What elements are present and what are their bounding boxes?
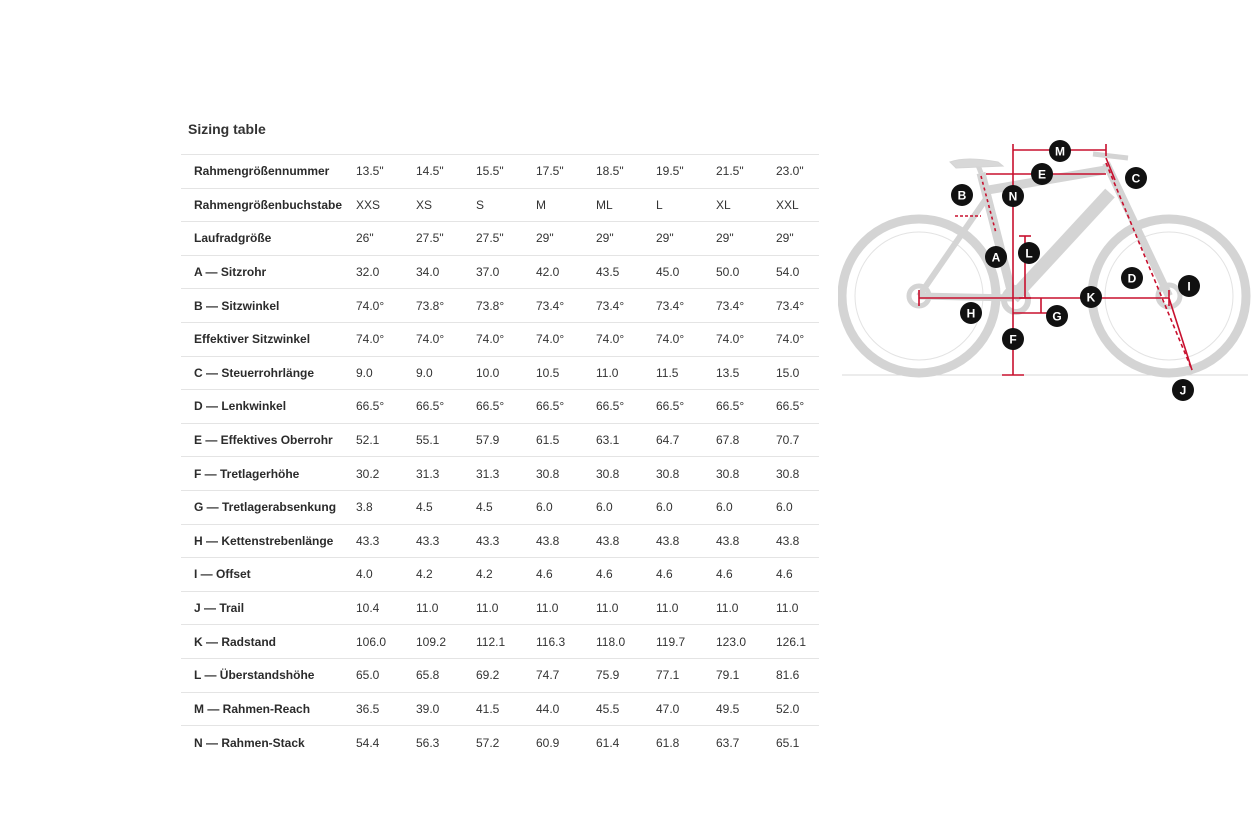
bike-geometry-diagram: [838, 138, 1252, 406]
table-cell: 15.5": [476, 155, 536, 189]
svg-text:I: I: [1187, 279, 1191, 294]
table-cell: 34.0: [416, 255, 476, 289]
table-cell: 73.4°: [716, 289, 776, 323]
table-cell: 4.2: [476, 558, 536, 592]
table-cell: 109.2: [416, 625, 476, 659]
table-cell: 66.5°: [596, 390, 656, 424]
table-cell: 66.5°: [716, 390, 776, 424]
row-label: N — Rahmen-Stack: [181, 726, 356, 760]
table-row: [181, 356, 819, 390]
svg-text:C: C: [1131, 171, 1141, 186]
marker-a: [985, 246, 1007, 268]
table-cell: 44.0: [536, 692, 596, 726]
table-row: [181, 524, 819, 558]
table-cell: 64.7: [656, 423, 716, 457]
table-cell: 73.4°: [536, 289, 596, 323]
marker-m: [1049, 140, 1071, 162]
table-cell: 39.0: [416, 692, 476, 726]
table-cell: 43.8: [536, 524, 596, 558]
table-cell: 56.3: [416, 726, 476, 760]
table-cell: 29": [716, 222, 776, 256]
table-cell: 60.9: [536, 726, 596, 760]
table-cell: 30.8: [716, 457, 776, 491]
table-row: [181, 188, 819, 222]
table-cell: 79.1: [716, 658, 776, 692]
row-label: J — Trail: [181, 591, 356, 625]
svg-text:B: B: [957, 188, 967, 203]
table-cell: 27.5": [476, 222, 536, 256]
table-cell: 123.0: [716, 625, 776, 659]
table-row: [181, 289, 819, 323]
table-cell: 43.3: [476, 524, 536, 558]
table-row: [181, 490, 819, 524]
table-cell: 66.5°: [776, 390, 819, 424]
table-cell: 73.4°: [596, 289, 656, 323]
table-cell: 43.8: [716, 524, 776, 558]
table-cell: 74.0°: [356, 322, 416, 356]
table-cell: 43.8: [656, 524, 716, 558]
table-cell: 11.0: [716, 591, 776, 625]
table-cell: XXL: [776, 188, 819, 222]
table-cell: 31.3: [416, 457, 476, 491]
table-cell: 4.5: [476, 490, 536, 524]
table-cell: 29": [536, 222, 596, 256]
marker-i: [1178, 275, 1200, 297]
table-cell: 119.7: [656, 625, 716, 659]
table-cell: 30.8: [776, 457, 819, 491]
table-cell: 74.0°: [476, 322, 536, 356]
table-cell: 116.3: [536, 625, 596, 659]
row-label: K — Radstand: [181, 625, 356, 659]
table-cell: 6.0: [776, 490, 819, 524]
table-row: [181, 390, 819, 424]
table-cell: 74.0°: [716, 322, 776, 356]
table-cell: 11.0: [416, 591, 476, 625]
table-cell: 45.5: [596, 692, 656, 726]
table-cell: 4.6: [716, 558, 776, 592]
table-cell: 6.0: [596, 490, 656, 524]
table-cell: 118.0: [596, 625, 656, 659]
table-cell: 29": [656, 222, 716, 256]
table-cell: 4.0: [356, 558, 416, 592]
table-cell: 73.4°: [656, 289, 716, 323]
row-label: H — Kettenstrebenlänge: [181, 524, 356, 558]
table-cell: 36.5: [356, 692, 416, 726]
table-cell: 47.0: [656, 692, 716, 726]
table-cell: 3.8: [356, 490, 416, 524]
bike-silhouette: [842, 154, 1248, 375]
table-cell: 19.5": [656, 155, 716, 189]
table-cell: 43.3: [416, 524, 476, 558]
svg-text:E: E: [1037, 167, 1047, 182]
svg-text:N: N: [1008, 189, 1018, 204]
table-cell: 112.1: [476, 625, 536, 659]
table-cell: 74.0°: [596, 322, 656, 356]
table-row: [181, 155, 819, 189]
table-cell: 63.7: [716, 726, 776, 760]
table-cell: 66.5°: [476, 390, 536, 424]
table-cell: 69.2: [476, 658, 536, 692]
svg-text:A: A: [991, 250, 1001, 265]
table-row: [181, 726, 819, 760]
marker-n: [1002, 185, 1024, 207]
svg-text:D: D: [1127, 271, 1137, 286]
table-cell: 43.3: [356, 524, 416, 558]
table-cell: 4.6: [536, 558, 596, 592]
marker-e: [1031, 163, 1053, 185]
marker-f: [1002, 328, 1024, 350]
table-cell: 66.5°: [356, 390, 416, 424]
table-cell: 61.8: [656, 726, 716, 760]
table-cell: 54.4: [356, 726, 416, 760]
table-cell: 21.5": [716, 155, 776, 189]
svg-text:J: J: [1179, 383, 1187, 398]
table-cell: 32.0: [356, 255, 416, 289]
table-cell: 77.1: [656, 658, 716, 692]
table-cell: 30.8: [536, 457, 596, 491]
table-cell: L: [656, 188, 716, 222]
marker-h: [960, 302, 982, 324]
table-cell: 14.5": [416, 155, 476, 189]
svg-text:F: F: [1009, 332, 1017, 347]
table-cell: 13.5": [356, 155, 416, 189]
row-label: A — Sitzrohr: [181, 255, 356, 289]
table-cell: 106.0: [356, 625, 416, 659]
table-cell: 30.8: [596, 457, 656, 491]
svg-text:G: G: [1052, 309, 1062, 324]
table-row: [181, 658, 819, 692]
table-cell: 74.0°: [776, 322, 819, 356]
table-cell: 9.0: [416, 356, 476, 390]
table-cell: 13.5: [716, 356, 776, 390]
table-cell: 6.0: [656, 490, 716, 524]
row-label: Rahmengrößenbuchstabe: [181, 188, 356, 222]
table-cell: 43.8: [596, 524, 656, 558]
table-row: [181, 591, 819, 625]
row-label: G — Tretlagerabsenkung: [181, 490, 356, 524]
row-label: Rahmengrößennummer: [181, 155, 356, 189]
svg-text:H: H: [966, 306, 976, 321]
table-cell: XL: [716, 188, 776, 222]
table-cell: 31.3: [476, 457, 536, 491]
table-cell: 41.5: [476, 692, 536, 726]
table-cell: 9.0: [356, 356, 416, 390]
table-row: [181, 423, 819, 457]
table-cell: S: [476, 188, 536, 222]
table-cell: 4.6: [656, 558, 716, 592]
table-cell: 52.0: [776, 692, 819, 726]
table-cell: 11.0: [776, 591, 819, 625]
table-cell: 74.0°: [356, 289, 416, 323]
table-cell: 10.4: [356, 591, 416, 625]
table-row: [181, 255, 819, 289]
table-cell: 66.5°: [656, 390, 716, 424]
marker-j: [1172, 379, 1194, 401]
table-cell: 55.1: [416, 423, 476, 457]
table-cell: 4.2: [416, 558, 476, 592]
table-cell: 65.0: [356, 658, 416, 692]
marker-l: [1018, 242, 1040, 264]
row-label: I — Offset: [181, 558, 356, 592]
table-cell: 61.5: [536, 423, 596, 457]
marker-d: [1121, 267, 1143, 289]
table-cell: 43.8: [776, 524, 819, 558]
row-label: Laufradgröße: [181, 222, 356, 256]
row-label: M — Rahmen-Reach: [181, 692, 356, 726]
table-row: [181, 222, 819, 256]
table-cell: 45.0: [656, 255, 716, 289]
table-cell: 74.7: [536, 658, 596, 692]
table-cell: M: [536, 188, 596, 222]
table-cell: 74.0°: [416, 322, 476, 356]
table-cell: 73.8°: [476, 289, 536, 323]
table-cell: 70.7: [776, 423, 819, 457]
table-cell: 29": [596, 222, 656, 256]
table-cell: 17.5": [536, 155, 596, 189]
page-title: Sizing table: [188, 121, 266, 137]
row-label: C — Steuerrohrlänge: [181, 356, 356, 390]
table-cell: 74.0°: [656, 322, 716, 356]
marker-g: [1046, 305, 1068, 327]
table-cell: 30.8: [656, 457, 716, 491]
svg-text:L: L: [1025, 246, 1033, 261]
table-cell: 11.0: [476, 591, 536, 625]
table-cell: 6.0: [536, 490, 596, 524]
table-cell: 11.0: [596, 356, 656, 390]
table-cell: 43.5: [596, 255, 656, 289]
table-row: [181, 692, 819, 726]
table-cell: 11.5: [656, 356, 716, 390]
table-cell: 73.8°: [416, 289, 476, 323]
table-cell: 65.8: [416, 658, 476, 692]
table-cell: 30.2: [356, 457, 416, 491]
table-cell: 4.5: [416, 490, 476, 524]
table-cell: 66.5°: [536, 390, 596, 424]
table-cell: 50.0: [716, 255, 776, 289]
table-cell: 57.9: [476, 423, 536, 457]
table-row: [181, 558, 819, 592]
table-cell: 61.4: [596, 726, 656, 760]
table-cell: 26": [356, 222, 416, 256]
table-cell: 67.8: [716, 423, 776, 457]
table-row: [181, 625, 819, 659]
table-cell: 27.5": [416, 222, 476, 256]
table-cell: 75.9: [596, 658, 656, 692]
table-cell: 66.5°: [416, 390, 476, 424]
svg-text:K: K: [1086, 290, 1096, 305]
table-cell: 23.0": [776, 155, 819, 189]
table-cell: 4.6: [776, 558, 819, 592]
table-cell: 54.0: [776, 255, 819, 289]
table-cell: 4.6: [596, 558, 656, 592]
table-cell: 49.5: [716, 692, 776, 726]
table-cell: 65.1: [776, 726, 819, 760]
marker-c: [1125, 167, 1147, 189]
table-cell: 73.4°: [776, 289, 819, 323]
table-cell: ML: [596, 188, 656, 222]
table-cell: 37.0: [476, 255, 536, 289]
row-label: Effektiver Sitzwinkel: [181, 322, 356, 356]
row-label: B — Sitzwinkel: [181, 289, 356, 323]
table-cell: 10.5: [536, 356, 596, 390]
table-cell: 126.1: [776, 625, 819, 659]
table-cell: 11.0: [536, 591, 596, 625]
table-cell: 57.2: [476, 726, 536, 760]
table-cell: 63.1: [596, 423, 656, 457]
sizing-table: [181, 154, 819, 759]
table-cell: 52.1: [356, 423, 416, 457]
svg-text:M: M: [1055, 144, 1065, 159]
table-cell: 81.6: [776, 658, 819, 692]
table-cell: 29": [776, 222, 819, 256]
table-cell: 18.5": [596, 155, 656, 189]
table-cell: 42.0: [536, 255, 596, 289]
table-cell: XS: [416, 188, 476, 222]
table-cell: 74.0°: [536, 322, 596, 356]
table-cell: 6.0: [716, 490, 776, 524]
marker-b: [951, 184, 973, 206]
table-cell: 15.0: [776, 356, 819, 390]
row-label: D — Lenkwinkel: [181, 390, 356, 424]
table-cell: 11.0: [656, 591, 716, 625]
table-row: [181, 322, 819, 356]
row-label: L — Überstandshöhe: [181, 658, 356, 692]
table-cell: XXS: [356, 188, 416, 222]
table-row: [181, 457, 819, 491]
row-label: E — Effektives Oberrohr: [181, 423, 356, 457]
row-label: F — Tretlagerhöhe: [181, 457, 356, 491]
marker-k: [1080, 286, 1102, 308]
table-cell: 11.0: [596, 591, 656, 625]
table-cell: 10.0: [476, 356, 536, 390]
